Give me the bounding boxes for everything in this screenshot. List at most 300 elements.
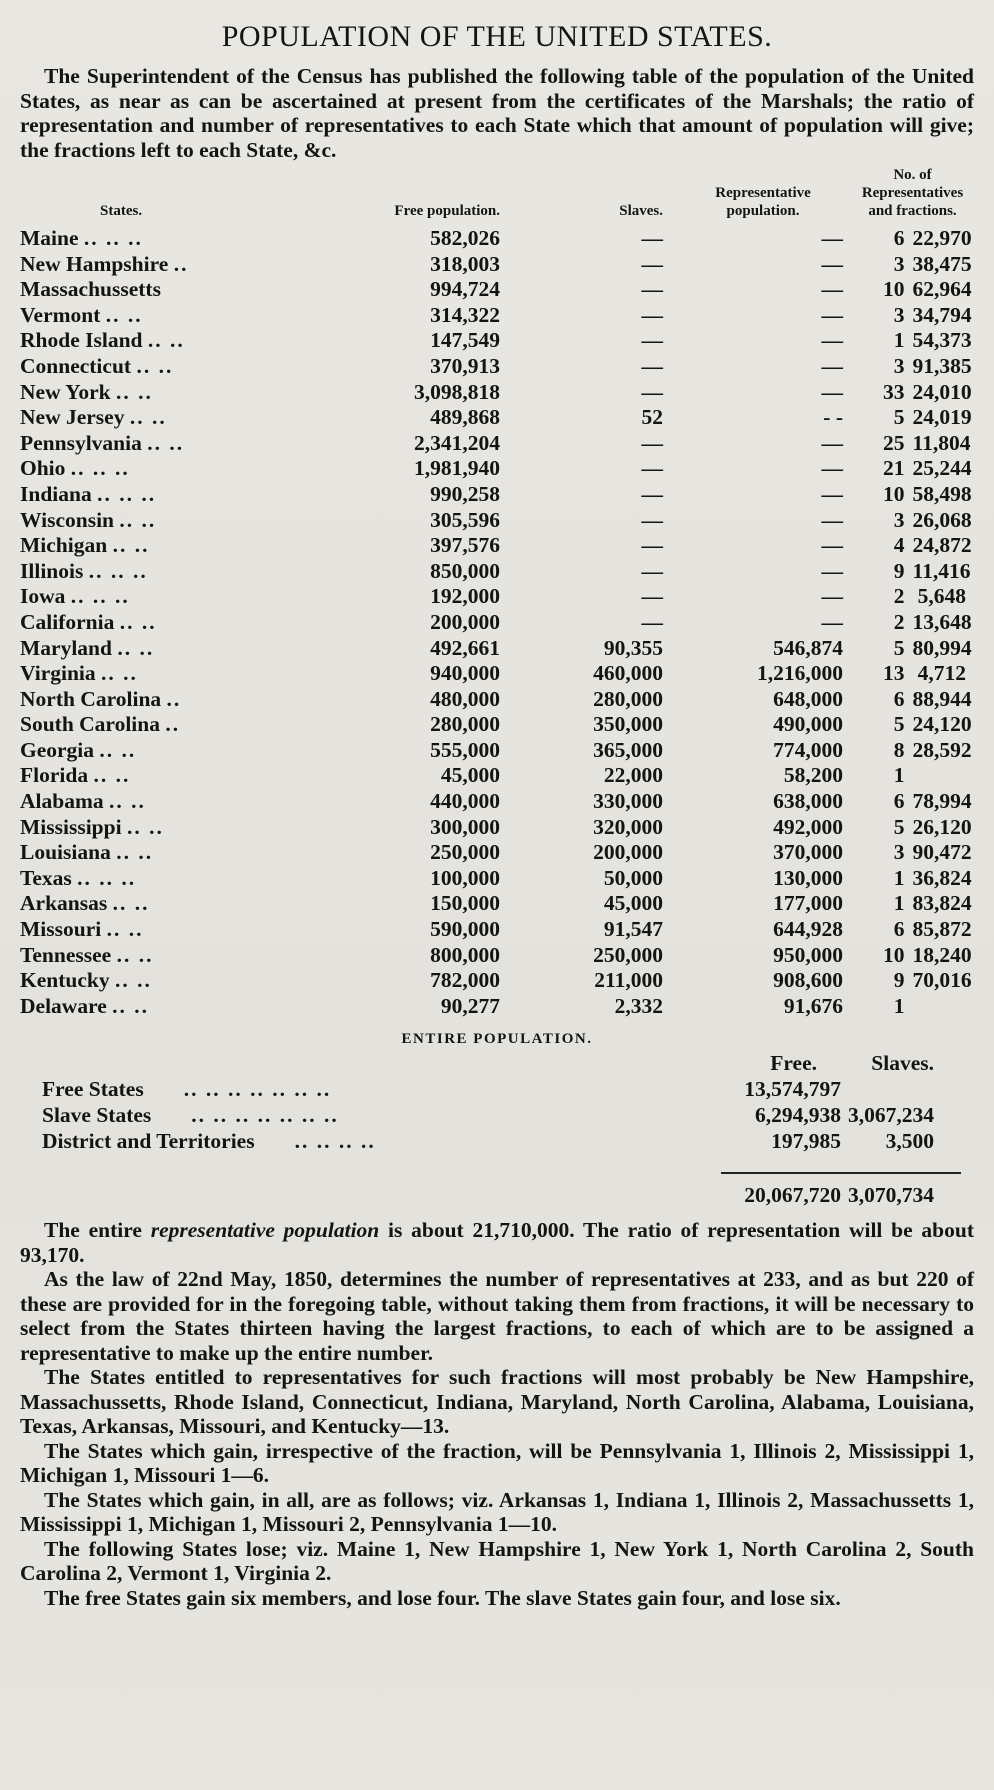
dot-leader: .. .. .. .. .. .. ..	[191, 1103, 339, 1128]
representatives-count-cell: 1	[893, 763, 905, 788]
slaves-cell: —	[641, 430, 663, 455]
slaves-cell: —	[641, 609, 663, 634]
representative-population-cell: 370,000	[773, 840, 843, 865]
state-label: Wisconsin	[20, 507, 114, 532]
fraction-cell: 24,872	[912, 533, 972, 558]
state-label: Georgia	[20, 737, 95, 762]
table-row	[20, 891, 974, 917]
representatives-count-cell: 9	[893, 558, 905, 583]
representatives-count-cell: 33	[883, 379, 905, 404]
paragraph-summary: The free States gain six members, and lose four. The slave States gain four, and lose six.	[44, 1585, 841, 1610]
slaves-cell: 90,355	[603, 635, 663, 660]
header-representative-population: Representative population.	[715, 185, 811, 219]
header-states: States.	[100, 203, 143, 219]
representatives-count-cell: 1	[893, 993, 905, 1018]
table-row	[20, 815, 974, 841]
fraction-cell: 4,712	[917, 661, 966, 686]
state-name	[20, 712, 335, 738]
free-population-cell: 150,000	[430, 891, 500, 916]
table-row	[20, 252, 974, 278]
free-population-cell: 318,003	[430, 251, 500, 276]
divider	[841, 1172, 961, 1174]
entire-row	[20, 1128, 974, 1154]
slaves-cell: —	[641, 456, 663, 481]
fraction-cell: 24,010	[912, 379, 972, 404]
state-name	[20, 252, 335, 278]
state-label: Ohio	[20, 456, 66, 481]
dot-leader: .. ..	[112, 891, 150, 916]
free-population-cell: 280,000	[430, 712, 500, 737]
free-population-cell: 782,000	[430, 968, 500, 993]
representative-population-cell: 638,000	[773, 789, 843, 814]
representatives-count-cell: 25	[883, 430, 905, 455]
slaves-cell: 52	[641, 405, 663, 430]
slaves-cell: —	[641, 507, 663, 532]
representative-population-cell: 546,874	[773, 635, 843, 660]
state-label: Maine	[20, 226, 79, 250]
representative-population-cell: —	[821, 584, 843, 609]
population-table	[20, 166, 974, 1019]
representatives-count-cell: 5	[893, 635, 905, 660]
state-name	[20, 226, 335, 252]
dot-leader: .. ..	[112, 533, 150, 558]
table-row	[20, 277, 974, 303]
dot-leader: .. ..	[126, 814, 164, 839]
dot-leader: .. .. ..	[97, 481, 157, 506]
representatives-count-cell: 6	[893, 917, 905, 942]
intro-paragraph: The Superintendent of the Census has published the following table of the population of the United States, as near as can be ascertained at present from the certificates of the Marshals; the ratio of representation and number of representatives to each State which that amount of population will give; the fractions left to each State, &c.	[20, 64, 974, 162]
total-rule	[662, 1154, 841, 1180]
free-population-cell: 305,596	[430, 507, 500, 532]
fraction-cell: 58,498	[912, 481, 972, 506]
fraction-cell: 83,824	[912, 891, 972, 916]
state-label: Connecticut	[20, 353, 132, 378]
slaves-cell: —	[641, 558, 663, 583]
state-name	[20, 405, 335, 431]
representative-population-cell: 950,000	[773, 942, 843, 967]
table-row	[20, 661, 974, 687]
dot-leader: .. .. ..	[70, 584, 130, 609]
fraction-cell: 62,964	[912, 277, 972, 302]
page-title: POPULATION OF THE UNITED STATES.	[221, 20, 773, 53]
free-population-cell: 45,000	[440, 763, 500, 788]
fraction-cell: 90,472	[912, 840, 972, 865]
free-population-cell: 90,277	[440, 993, 500, 1018]
state-name	[20, 380, 335, 406]
entire-row-label	[20, 1128, 662, 1154]
state-label: Louisiana	[20, 840, 111, 865]
representatives-count-cell: 10	[883, 942, 905, 967]
dot-leader: .. .. .. .. .. .. ..	[183, 1077, 332, 1102]
fraction-cell: 25,244	[912, 456, 972, 481]
slaves-cell: 350,000	[593, 712, 663, 737]
dot-leader: .. ..	[116, 942, 154, 967]
entire-row	[20, 1102, 974, 1128]
dot-leader: .. ..	[99, 737, 137, 762]
slaves-cell: —	[641, 481, 663, 506]
table-row	[20, 303, 974, 329]
paragraph-gain-irrespective: The States which gain, irrespective of the fraction, will be Pennsylvania 1, Illinois 2, Mississippi 1, Michigan 1, Missouri 1—6.	[20, 1438, 974, 1488]
state-name	[20, 508, 335, 534]
representatives-count-cell: 10	[883, 277, 905, 302]
entire-slaves-cell	[841, 1076, 974, 1102]
representatives-count-cell: 5	[893, 712, 905, 737]
dot-leader: ..	[166, 686, 182, 711]
representative-population-cell: 644,928	[773, 917, 843, 942]
divider	[721, 1172, 841, 1174]
free-population-cell: 250,000	[430, 840, 500, 865]
table-row	[20, 763, 974, 789]
representatives-count-cell: 1	[893, 891, 905, 916]
representatives-count-cell: 3	[893, 840, 905, 865]
state-name	[20, 303, 335, 329]
slaves-cell: 460,000	[593, 661, 663, 686]
free-population-cell: 489,868	[430, 405, 500, 430]
state-name	[20, 738, 335, 764]
state-name	[20, 968, 335, 994]
free-population-cell: 440,000	[430, 789, 500, 814]
fraction-cell: 11,416	[912, 558, 971, 583]
state-label: South Carolina	[20, 712, 160, 737]
entire-free-cell: 13,574,797	[744, 1077, 841, 1102]
dot-leader: .. ..	[101, 661, 138, 686]
free-population-cell: 370,913	[430, 353, 500, 378]
table-row	[20, 380, 974, 406]
representatives-count-cell: 4	[893, 533, 905, 558]
representatives-count-cell: 13	[883, 661, 905, 686]
free-population-cell: 940,000	[430, 661, 500, 686]
table-row	[20, 738, 974, 764]
fraction-cell: 54,373	[912, 328, 972, 353]
table-row	[20, 533, 974, 559]
state-name	[20, 840, 335, 866]
fraction-cell: 24,019	[912, 405, 972, 430]
table-row	[20, 405, 974, 431]
representative-population-cell: 648,000	[773, 686, 843, 711]
table-row	[20, 559, 974, 585]
free-population-cell: 397,576	[430, 533, 500, 558]
representatives-count-cell: 21	[883, 456, 905, 481]
representatives-count-cell: 3	[893, 353, 905, 378]
body-text	[20, 1218, 974, 1610]
table-header-row	[20, 166, 974, 226]
state-name	[20, 354, 335, 380]
state-label: New Hampshire	[20, 251, 169, 276]
fraction-cell: 18,240	[912, 942, 972, 967]
state-name	[20, 866, 335, 892]
slaves-cell: —	[641, 251, 663, 276]
free-population-cell: 192,000	[430, 584, 500, 609]
entire-row	[20, 1076, 974, 1102]
state-name	[20, 891, 335, 917]
state-name	[20, 687, 335, 713]
table-row	[20, 712, 974, 738]
entire-slaves-cell: 3,500	[885, 1129, 934, 1154]
representative-population-cell: —	[821, 226, 843, 250]
representative-population-cell: 774,000	[773, 737, 843, 762]
dot-leader: .. ..	[112, 993, 150, 1018]
fraction-cell: 13,648	[912, 609, 972, 634]
state-label: North Carolina	[20, 686, 162, 711]
paragraph-entitled-states: The States entitled to representatives for such fractions will most probably be New Hampshire, Massachussetts, Rhode Island, Connecticut, Indiana, Maryland, North Carolina, Alabama, Louisiana, Texas, Arkansas, Missouri, and Kentucky—13.	[20, 1365, 974, 1439]
dot-leader: .. ..	[93, 763, 131, 788]
slaves-cell: —	[641, 302, 663, 327]
table-row	[20, 994, 974, 1020]
representative-population-cell: —	[821, 609, 843, 634]
table-row	[20, 943, 974, 969]
state-label: Kentucky	[20, 968, 110, 993]
dot-leader: .. ..	[114, 968, 152, 993]
paragraph-text: The entire	[44, 1218, 151, 1243]
representative-population-cell: 490,000	[773, 712, 843, 737]
representatives-count-cell: 5	[893, 405, 905, 430]
slaves-cell: —	[641, 328, 663, 353]
dot-leader: .. ..	[147, 430, 185, 455]
representative-population-cell: —	[821, 558, 843, 583]
free-population-cell: 147,549	[430, 328, 500, 353]
representatives-count-cell: 8	[893, 737, 905, 762]
state-label: Alabama	[20, 789, 104, 814]
representatives-count-cell: 5	[893, 814, 905, 839]
table-row	[20, 610, 974, 636]
header-free-population: Free population.	[394, 203, 500, 219]
free-population-cell: 990,258	[430, 481, 500, 506]
entire-label-text: District and Territories	[42, 1129, 255, 1154]
slaves-cell: 200,000	[593, 840, 663, 865]
state-label: Massachussetts	[20, 277, 161, 302]
paragraph-text: is about 21,710,000. The ratio of representation will be about 93,170.	[20, 1218, 975, 1267]
table-row	[20, 431, 974, 457]
representative-population-cell: —	[821, 251, 843, 276]
representative-population-cell: —	[821, 379, 843, 404]
representatives-count-cell: 6	[893, 226, 905, 250]
slaves-cell: 211,000	[594, 968, 663, 993]
table-row	[20, 917, 974, 943]
dot-leader: .. ..	[115, 379, 153, 404]
slaves-cell: 91,547	[603, 917, 663, 942]
free-population-cell: 994,724	[430, 277, 500, 302]
table-row	[20, 866, 974, 892]
table-row	[20, 840, 974, 866]
slaves-cell: 320,000	[593, 814, 663, 839]
free-population-cell: 492,661	[430, 635, 500, 660]
representative-population-cell: 177,000	[773, 891, 843, 916]
table-row	[20, 482, 974, 508]
dot-leader: .. .. ..	[77, 865, 137, 890]
state-name	[20, 584, 335, 610]
entire-population-table	[20, 1050, 974, 1210]
state-label: Illinois	[20, 558, 84, 583]
free-population-cell: 100,000	[430, 865, 500, 890]
paragraph-lose: The following States lose; viz. Maine 1, New Hampshire 1, New York 1, North Carolina 2, South Carolina 2, Vermont 1, Virginia 2.	[20, 1536, 974, 1586]
dot-leader: .. ..	[136, 353, 174, 378]
representatives-count-cell: 3	[893, 251, 905, 276]
paragraph-gain-all: The States which gain, in all, are as follows; viz. Arkansas 1, Indiana 1, Illinois 2, Massachussetts 1, Mississippi 1, Michigan 1, Missouri 2, Pennsylvania 1—10.	[20, 1487, 974, 1537]
representative-population-cell: 908,600	[773, 968, 843, 993]
representative-population-cell: —	[821, 507, 843, 532]
state-name	[20, 917, 335, 943]
dot-leader: .. ..	[105, 302, 143, 327]
state-name	[20, 815, 335, 841]
fraction-cell: 91,385	[912, 353, 972, 378]
table-row	[20, 789, 974, 815]
entire-row-label	[20, 1076, 662, 1102]
state-label: New Jersey	[20, 405, 125, 430]
fraction-cell: 36,824	[912, 865, 972, 890]
fraction-cell: 24,120	[912, 712, 972, 737]
representatives-count-cell: 6	[893, 686, 905, 711]
state-name	[20, 789, 335, 815]
dot-leader: .. .. ..	[70, 456, 130, 481]
fraction-cell: 28,592	[912, 737, 972, 762]
state-name	[20, 610, 335, 636]
entire-slaves-header: Slaves.	[871, 1051, 934, 1076]
fraction-cell: 26,068	[912, 507, 972, 532]
total-rule-row	[20, 1154, 974, 1180]
entire-header-row	[20, 1050, 974, 1076]
fraction-cell: 80,994	[912, 635, 972, 660]
representative-population-cell: —	[821, 430, 843, 455]
free-population-cell: 800,000	[430, 942, 500, 967]
table-row	[20, 687, 974, 713]
free-population-cell: 300,000	[430, 814, 500, 839]
representative-population-cell: —	[821, 481, 843, 506]
fraction-cell: 26,120	[912, 814, 972, 839]
state-name	[20, 763, 335, 789]
representative-population-cell: 130,000	[773, 865, 843, 890]
fraction-cell	[913, 994, 975, 1020]
dot-leader: ..	[165, 712, 181, 737]
representative-population-cell: —	[821, 328, 843, 353]
dot-leader: .. .. ..	[83, 226, 143, 250]
state-label: Iowa	[20, 584, 66, 609]
state-label: Texas	[20, 865, 72, 890]
entire-free-header: Free.	[770, 1051, 817, 1076]
fraction-cell: 38,475	[912, 251, 972, 276]
total-free: 20,067,720	[744, 1183, 841, 1208]
slaves-cell: 2,332	[614, 993, 663, 1018]
representative-population-cell: 58,200	[783, 763, 843, 788]
fraction-cell: 88,944	[912, 686, 972, 711]
paragraph-representative	[20, 1218, 974, 1267]
entire-label-text: Slave States	[42, 1103, 152, 1128]
slaves-cell: 45,000	[603, 891, 663, 916]
fraction-cell: 11,804	[912, 430, 971, 455]
representatives-count-cell: 9	[893, 968, 905, 993]
entire-population-title: ENTIRE POPULATION.	[401, 1031, 593, 1048]
free-population-cell: 2,341,204	[414, 430, 500, 455]
fraction-cell: 78,994	[912, 789, 972, 814]
representative-population-cell: —	[821, 456, 843, 481]
dot-leader: .. ..	[147, 328, 185, 353]
table-row	[20, 508, 974, 534]
slaves-cell: 250,000	[593, 942, 663, 967]
total-row	[20, 1180, 974, 1210]
representatives-count-cell: 3	[893, 302, 905, 327]
table-row	[20, 226, 974, 252]
dot-leader: .. .. .. ..	[294, 1129, 376, 1154]
representatives-count-cell: 3	[893, 507, 905, 532]
state-name	[20, 431, 335, 457]
free-population-cell: 590,000	[430, 917, 500, 942]
fraction-cell: 85,872	[912, 917, 972, 942]
state-name	[20, 456, 335, 482]
entire-row-label	[20, 1102, 662, 1128]
representative-population-cell: —	[821, 302, 843, 327]
dot-leader: .. ..	[129, 405, 167, 430]
state-label: Rhode Island	[20, 328, 143, 353]
header-representatives-fractions: No. of Representatives and fractions.	[861, 167, 964, 219]
free-population-cell: 480,000	[430, 686, 500, 711]
dot-leader: .. ..	[109, 789, 146, 814]
representative-population-cell: - -	[823, 405, 843, 430]
representatives-count-cell: 1	[893, 328, 905, 353]
free-population-cell: 582,026	[430, 226, 500, 250]
slaves-cell: 280,000	[593, 686, 663, 711]
entire-free-cell: 6,294,938	[755, 1103, 841, 1128]
state-label: Pennsylvania	[20, 430, 142, 455]
state-name	[20, 559, 335, 585]
state-name	[20, 328, 335, 354]
representatives-count-cell: 6	[893, 789, 905, 814]
free-population-cell: 850,000	[430, 558, 500, 583]
slaves-cell: —	[641, 353, 663, 378]
representative-population-cell: —	[821, 353, 843, 378]
slaves-cell: 22,000	[603, 763, 663, 788]
fraction-cell: 70,016	[912, 968, 972, 993]
state-label: Maryland	[20, 635, 112, 660]
state-label: Florida	[20, 763, 89, 788]
slaves-cell: —	[641, 533, 663, 558]
state-name	[20, 482, 335, 508]
representative-population-cell: 91,676	[783, 993, 843, 1018]
free-population-cell: 3,098,818	[414, 379, 500, 404]
representatives-count-cell: 1	[893, 865, 905, 890]
dot-leader: .. ..	[119, 609, 157, 634]
table-body	[20, 226, 974, 1019]
dot-leader: .. ..	[119, 507, 157, 532]
state-label: Indiana	[20, 481, 92, 506]
dot-leader: .. ..	[106, 917, 144, 942]
state-label: Tennessee	[20, 942, 112, 967]
state-label: Michigan	[20, 533, 108, 558]
state-label: Missouri	[20, 917, 102, 942]
state-label: Arkansas	[20, 891, 108, 916]
table-row	[20, 456, 974, 482]
representative-population-cell: 492,000	[773, 814, 843, 839]
state-name	[20, 636, 335, 662]
free-population-cell: 555,000	[430, 737, 500, 762]
slaves-cell: 50,000	[603, 865, 663, 890]
header-slaves: Slaves.	[619, 203, 663, 219]
slaves-cell: 365,000	[593, 737, 663, 762]
entire-slaves-cell: 3,067,234	[848, 1103, 934, 1128]
slaves-cell: —	[641, 226, 663, 250]
representatives-count-cell: 10	[883, 481, 905, 506]
fraction-cell: 5,648	[917, 584, 966, 609]
emphasis-text: representative population	[150, 1218, 380, 1243]
state-label: Virginia	[20, 661, 96, 686]
dot-leader: .. ..	[117, 635, 155, 660]
fraction-cell: 22,970	[912, 226, 972, 250]
free-population-cell: 1,981,940	[414, 456, 500, 481]
representative-population-cell: —	[821, 277, 843, 302]
dot-leader: .. .. ..	[88, 558, 148, 583]
state-name	[20, 533, 335, 559]
representatives-count-cell: 2	[893, 584, 905, 609]
fraction-cell: 34,794	[912, 302, 972, 327]
entire-free-cell: 197,985	[771, 1129, 841, 1154]
